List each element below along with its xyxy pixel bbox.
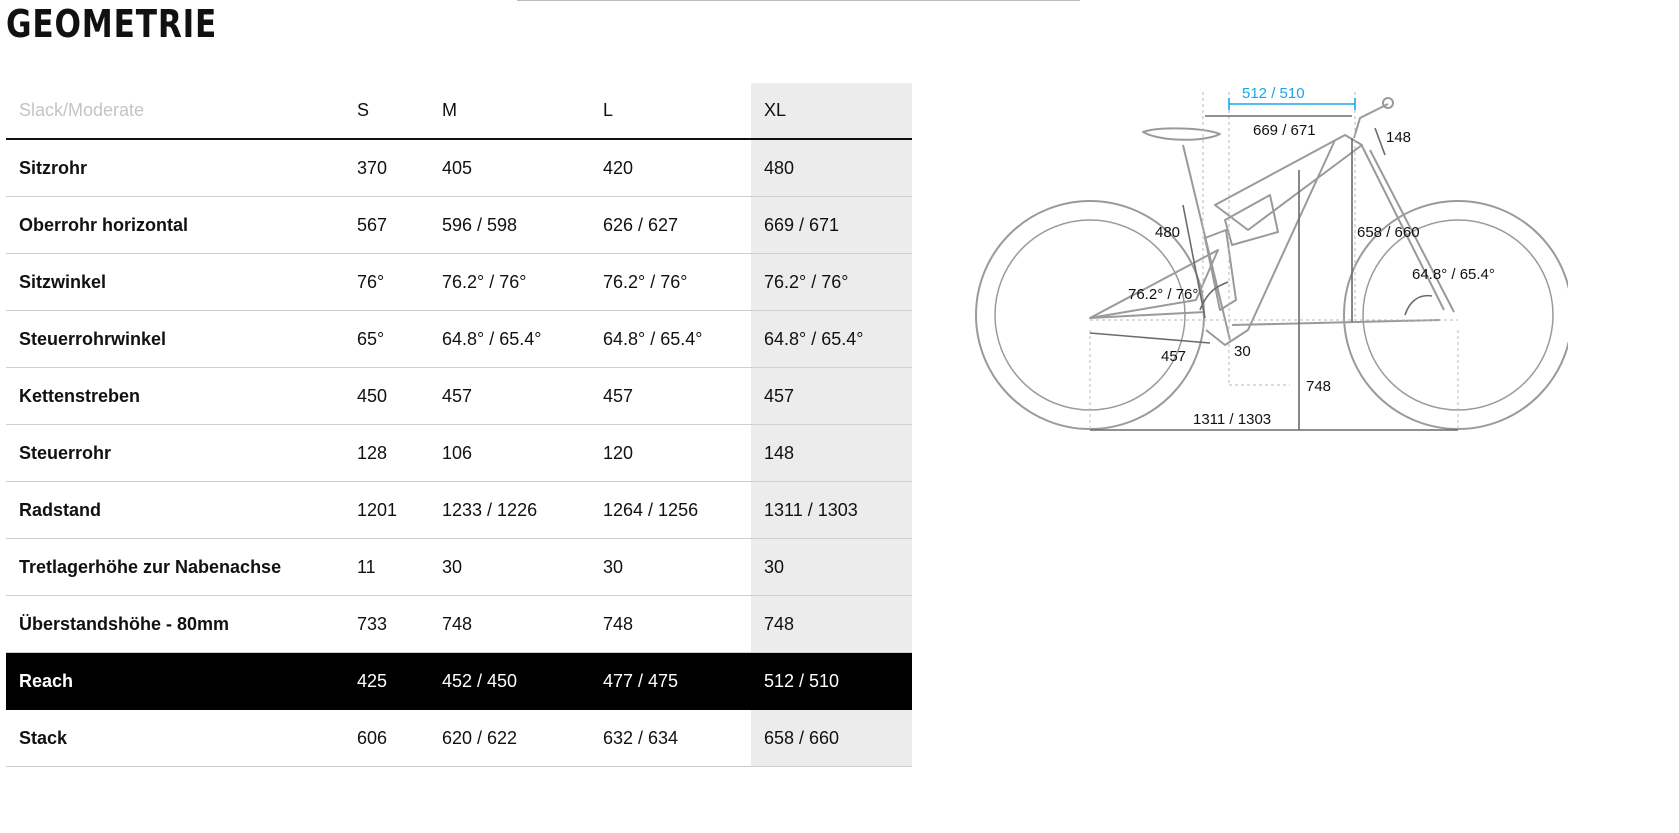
- top-tube-label: 669 / 671: [1253, 122, 1316, 139]
- size-header-s: S: [344, 83, 429, 139]
- top-divider: [517, 0, 1080, 1]
- table-row: [6, 482, 912, 539]
- stack-label: 658 / 660: [1357, 224, 1420, 241]
- table-row: [6, 368, 912, 425]
- cell-l: 420: [590, 139, 751, 197]
- row-label: Stack: [6, 710, 344, 767]
- row-label: Reach: [6, 653, 344, 710]
- bike-geometry-diagram: [968, 78, 1568, 448]
- cell-xl: 669 / 671: [751, 197, 912, 254]
- table-row: [6, 139, 912, 197]
- table-row: [6, 539, 912, 596]
- geometry-variant-label: Slack/Moderate: [6, 83, 344, 139]
- dimension-labels: [1128, 85, 1495, 428]
- cell-xl: 512 / 510: [751, 653, 912, 710]
- table-row: [6, 197, 912, 254]
- row-label: Tretlagerhöhe zur Nabenachse: [6, 539, 344, 596]
- wheelbase-label: 1311 / 1303: [1193, 411, 1272, 428]
- standover-label: 748: [1306, 378, 1332, 395]
- cell-s: 128: [344, 425, 429, 482]
- cell-xl: 658 / 660: [751, 710, 912, 767]
- table-row: [6, 425, 912, 482]
- row-label: Steuerrohrwinkel: [6, 311, 344, 368]
- cell-s: 450: [344, 368, 429, 425]
- cell-m: 405: [429, 139, 590, 197]
- seat-angle-label: 76.2° / 76°: [1128, 286, 1199, 303]
- table-header-row: [6, 83, 912, 139]
- bb-drop-label: 30: [1234, 343, 1251, 360]
- row-label: Sitzwinkel: [6, 254, 344, 311]
- cell-s: 425: [344, 653, 429, 710]
- cell-s: 567: [344, 197, 429, 254]
- cell-l: 626 / 627: [590, 197, 751, 254]
- row-label: Oberrohr horizontal: [6, 197, 344, 254]
- chainstay-label: 457: [1161, 348, 1187, 365]
- cell-xl: 457: [751, 368, 912, 425]
- cell-s: 606: [344, 710, 429, 767]
- table-row: [6, 254, 912, 311]
- cell-m: 64.8° / 65.4°: [429, 311, 590, 368]
- cell-s: 65°: [344, 311, 429, 368]
- cell-l: 748: [590, 596, 751, 653]
- row-label: Kettenstreben: [6, 368, 344, 425]
- cell-xl: 480: [751, 139, 912, 197]
- cell-l: 120: [590, 425, 751, 482]
- cell-xl: 30: [751, 539, 912, 596]
- cell-m: 748: [429, 596, 590, 653]
- cell-l: 632 / 634: [590, 710, 751, 767]
- cell-m: 452 / 450: [429, 653, 590, 710]
- head-angle-label: 64.8° / 65.4°: [1412, 266, 1495, 283]
- size-header-xl: XL: [751, 83, 912, 139]
- cell-xl: 1311 / 1303: [751, 482, 912, 539]
- cell-l: 477 / 475: [590, 653, 751, 710]
- table-row: [6, 710, 912, 767]
- row-label: Radstand: [6, 482, 344, 539]
- cell-s: 370: [344, 139, 429, 197]
- row-label: Überstandshöhe - 80mm: [6, 596, 344, 653]
- head-tube-label: 148: [1386, 129, 1412, 146]
- seat-tube-label: 480: [1155, 224, 1181, 241]
- cell-l: 76.2° / 76°: [590, 254, 751, 311]
- cell-m: 1233 / 1226: [429, 482, 590, 539]
- cell-m: 457: [429, 368, 590, 425]
- size-header-m: M: [429, 83, 590, 139]
- cell-l: 1264 / 1256: [590, 482, 751, 539]
- cell-s: 76°: [344, 254, 429, 311]
- cell-s: 11: [344, 539, 429, 596]
- cell-m: 596 / 598: [429, 197, 590, 254]
- cell-l: 64.8° / 65.4°: [590, 311, 751, 368]
- cell-s: 733: [344, 596, 429, 653]
- row-label: Steuerrohr: [6, 425, 344, 482]
- cell-m: 76.2° / 76°: [429, 254, 590, 311]
- cell-m: 106: [429, 425, 590, 482]
- reach-label: 512 / 510: [1242, 85, 1305, 102]
- table-row: [6, 653, 912, 710]
- table-row: [6, 596, 912, 653]
- cell-xl: 148: [751, 425, 912, 482]
- row-label: Sitzrohr: [6, 139, 344, 197]
- cell-s: 1201: [344, 482, 429, 539]
- cell-m: 620 / 622: [429, 710, 590, 767]
- geometry-table: [6, 83, 912, 767]
- cell-xl: 64.8° / 65.4°: [751, 311, 912, 368]
- cell-xl: 76.2° / 76°: [751, 254, 912, 311]
- size-header-l: L: [590, 83, 751, 139]
- table-row: [6, 311, 912, 368]
- cell-l: 457: [590, 368, 751, 425]
- cell-l: 30: [590, 539, 751, 596]
- cell-xl: 748: [751, 596, 912, 653]
- cell-m: 30: [429, 539, 590, 596]
- page-title: GEOMETRIE: [6, 2, 218, 46]
